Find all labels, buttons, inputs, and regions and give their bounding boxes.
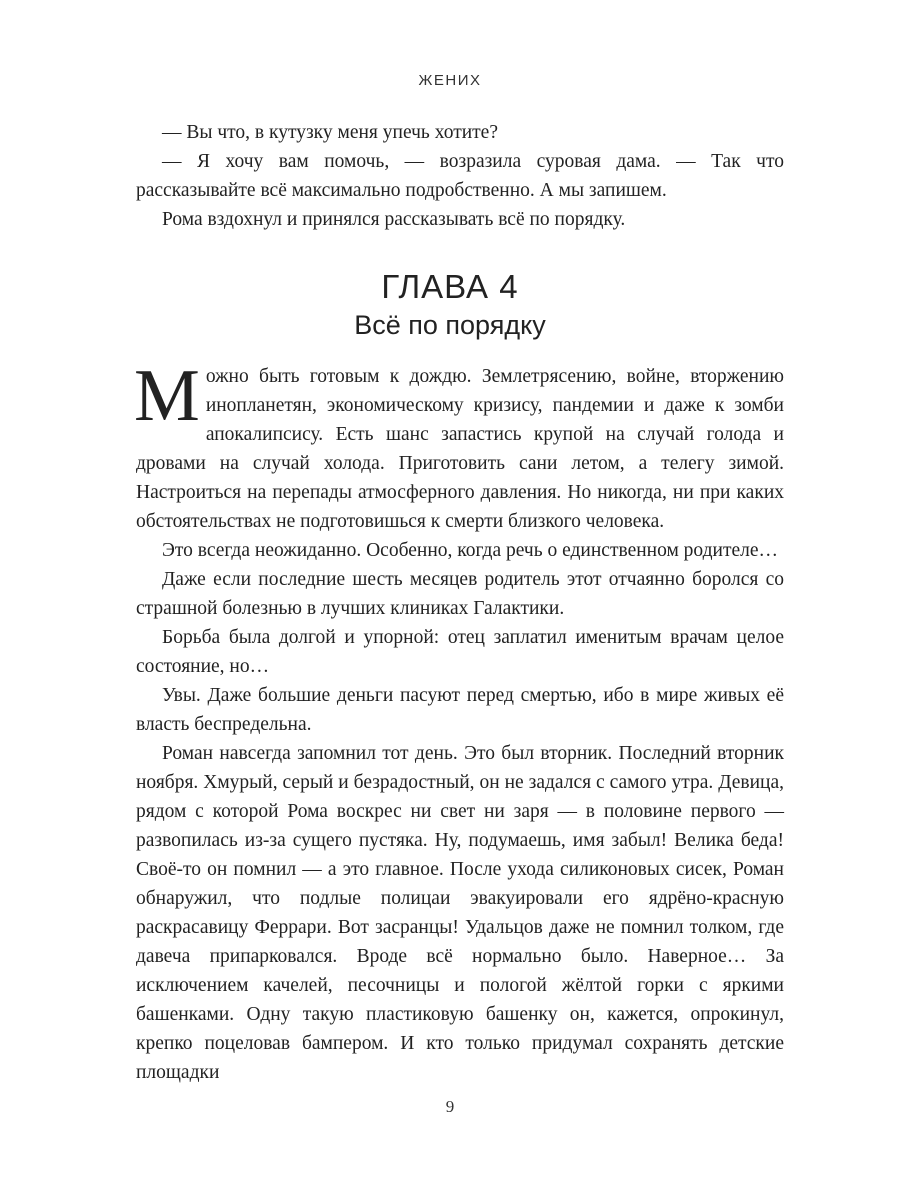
paragraph: Роман навсегда запомнил тот день. Это был вторник. Последний вторник ноября. Хмурый, серый и безрадостный, он не задался с самого утра. Девица, рядом с которой Рома воскрес ни свет ни заря — в половине первого — развопилась из-за сущего пустяка. Ну, подумаешь, имя забыл! Велика беда! Своё-то он помнил — а это главное. После ухода силиконовых сисек, Роман обнаружил, что подлые полицаи эвакуировали его ядрёно-красную раскрасавицу Феррари. Вот засранцы! Удальцов даже не помнил толком, где давеча припарковался. Вроде всё нормально было. Наверное… За исключением качелей, песочницы и пологой жёлтой горки с яркими башенками. Одну такую пластиковую башенку он, кажется, опрокинул, крепко поцеловав бампером. И кто только придумал сохранять детские площадки bbox=[136, 743, 784, 1083]
paragraph: Борьба была долгой и упорной: отец заплатил именитым врачам целое состояние, но… bbox=[136, 627, 784, 677]
drop-cap: М bbox=[134, 355, 200, 437]
paragraph: — Я хочу вам помочь, — возразила суровая дама. — Так что рассказывайте всё максимально подробственно. А мы запишем. bbox=[136, 151, 784, 201]
paragraph: Даже если последние шесть месяцев родитель этот отчаянно боролся со страшной болезнью в лучших клиниках Галактики. bbox=[136, 569, 784, 619]
chapter-subtitle: Всё по порядку bbox=[354, 310, 546, 340]
chapter-body bbox=[134, 355, 784, 1087]
paragraph: — Вы что, в кутузку меня упечь хотите? bbox=[162, 122, 498, 143]
page-number: 9 bbox=[445, 1097, 455, 1116]
paragraph: Увы. Даже большие деньги пасуют перед смертью, ибо в мире живых её власть беспредельна. bbox=[136, 685, 784, 735]
preceding-text bbox=[136, 118, 784, 234]
opening-paragraph bbox=[134, 355, 784, 536]
paragraph: Это всегда неожиданно. Особенно, когда речь о единственном родителе… bbox=[162, 540, 779, 561]
opening-paragraph-text: ожно быть готовым к дождю. Землетрясению, войне, вторжению инопланетян, экономическому кризису, пандемии и даже к зомби апокалипсису. Есть шанс запастись крупой на случай голода и дровами на случай холода. Приготовить сани летом, а телегу зимой. Настроиться на перепады атмосферного давления. Но никогда, ни при каких обстоятельствах не подготовишься к смерти близкого человека. bbox=[136, 366, 784, 532]
chapter-title: ГЛАВА 4 bbox=[381, 268, 519, 305]
paragraph: Рома вздохнул и принялся рассказывать всё по порядку. bbox=[162, 209, 626, 230]
running-head: ЖЕНИХ bbox=[418, 72, 482, 89]
